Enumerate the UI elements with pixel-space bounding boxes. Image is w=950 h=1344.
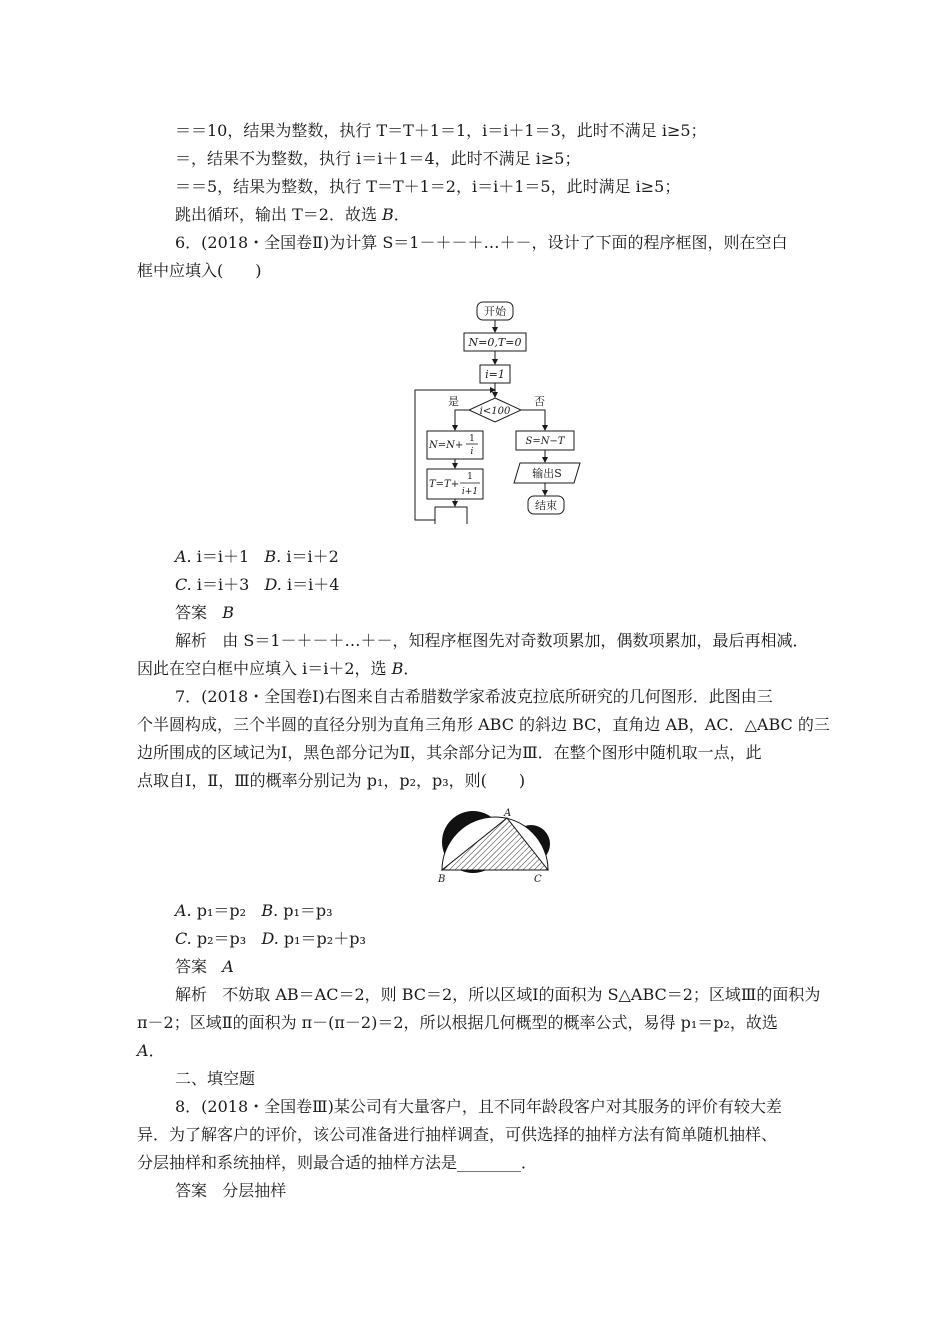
question-7-stem: 7．(2018・全国卷Ⅰ)右图来自古希腊数学家希波克拉底所研究的几何图形．此图由三 xyxy=(175,687,773,706)
text-line: ＝，结果不为整数，执行 i＝i＋1＝4，此时不满足 i≥5； xyxy=(175,149,581,168)
explanation-line: A． xyxy=(137,1041,165,1060)
flow-s-calc-label: S=N−T xyxy=(525,436,565,447)
flow-t-frac-num: 1 xyxy=(467,472,473,482)
vertex-c-label: C xyxy=(534,874,542,885)
flow-start-label: 开始 xyxy=(484,305,506,318)
flow-yes-label: 是 xyxy=(448,395,459,408)
flow-output-label: 输出S xyxy=(532,467,562,480)
text-line: ＝＝5，结果为整数，执行 T＝T＋1＝2，i＝i＋1＝5，此时满足 i≥5； xyxy=(175,177,681,196)
explanation-line: 解析 由 S＝1－＋－＋…＋－，知程序框图先对奇数项累加，偶数项累加，最后再相减． xyxy=(175,631,809,650)
flow-t-update-label: T=T+ xyxy=(429,479,460,490)
flowchart-figure xyxy=(410,298,590,524)
option-row: C. i＝i＋3 D. i＝i＋4 xyxy=(175,575,340,594)
flow-n-update-label: N=N+ xyxy=(429,440,464,451)
question-8-stem-cont: 异．为了解客户的评价，该公司准备进行抽样调查，可供选择的抽样方法有简单随机抽样、 xyxy=(137,1125,778,1144)
flow-t-frac-den: i+1 xyxy=(461,487,479,497)
section-heading: 二、填空题 xyxy=(175,1069,256,1088)
option-row: A. i＝i＋1 B. i＝i＋2 xyxy=(175,547,339,566)
text-line: ＝＝10，结果为整数，执行 T＝T＋1＝1，i＝i＋1＝3，此时不满足 i≥5； xyxy=(175,121,707,140)
flow-blank-node xyxy=(435,507,467,524)
answer-line: 答案 B xyxy=(175,603,235,622)
vertex-a-label: A xyxy=(504,808,512,819)
flow-n-frac-den: i xyxy=(470,447,474,457)
flow-init-label: N=0,T=0 xyxy=(468,336,522,349)
lunes-figure xyxy=(430,804,560,886)
explanation-line: 解析 不妨取 AB＝AC＝2，则 BC＝2，所以区域Ⅰ的面积为 S△ABC＝2；区域Ⅲ的面积为 xyxy=(175,985,821,1004)
question-7-stem-cont: 个半圆构成，三个半圆的直径分别为直角三角形 ABC 的斜边 BC，直角边 AB，AC．△ABC 的三 xyxy=(137,715,830,734)
question-8-stem: 8．(2018・全国卷Ⅲ)某公司有大量客户，且不同年龄段客户对其服务的评价有较大差 xyxy=(175,1097,782,1116)
flow-condition-label: i<100 xyxy=(479,406,511,417)
flow-end-label: 结束 xyxy=(535,499,557,512)
option-row: A. p₁＝p₂ B. p₁＝p₃ xyxy=(175,901,333,920)
question-6-stem: 6．(2018・全国卷Ⅱ)为计算 S＝1－＋－＋…＋－，设计了下面的程序框图，则在空白 xyxy=(175,233,788,252)
flow-no-label: 否 xyxy=(534,395,545,408)
explanation-line: π－2；区域Ⅱ的面积为 π－(π－2)＝2，所以根据几何概型的概率公式，易得 p₁＝p₂，故选 xyxy=(137,1013,778,1032)
answer-line: 答案 A xyxy=(175,957,234,976)
flow-n-frac-num: 1 xyxy=(469,434,475,444)
answer-line: 答案 分层抽样 xyxy=(175,1181,287,1200)
text-line: 跳出循环，输出 T＝2．故选 B． xyxy=(175,205,410,224)
question-7-stem-cont: 边所围成的区域记为Ⅰ，黑色部分记为Ⅱ，其余部分记为Ⅲ．在整个图形中随机取一点，此 xyxy=(137,743,762,762)
question-7-stem-cont: 点取自Ⅰ，Ⅱ，Ⅲ的概率分别记为 p₁，p₂，p₃，则( ) xyxy=(137,771,526,790)
vertex-b-label: B xyxy=(438,874,446,885)
flow-i-init-label: i=1 xyxy=(485,368,505,381)
explanation-line: 因此在空白框中应填入 i＝i＋2，选 B． xyxy=(137,659,420,678)
question-6-stem-cont: 框中应填入( ) xyxy=(137,261,262,280)
option-row: C. p₂＝p₃ D. p₁＝p₂＋p₃ xyxy=(175,929,366,948)
question-8-stem-cont: 分层抽样和系统抽样，则最合适的抽样方法是________． xyxy=(137,1153,538,1172)
